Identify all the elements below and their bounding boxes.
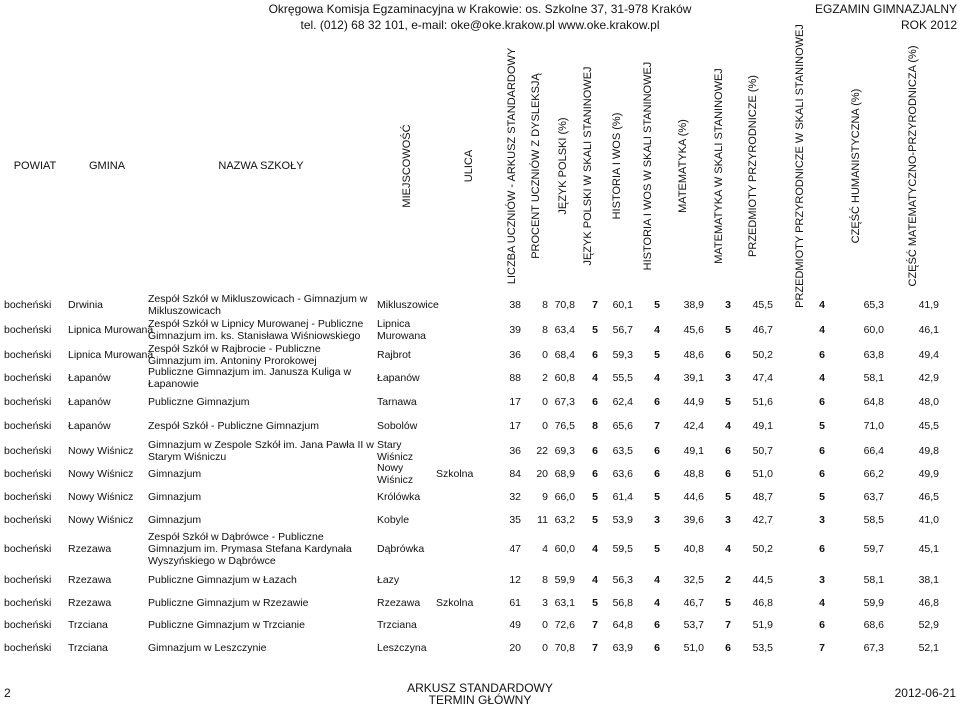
table-cell: 5 bbox=[725, 324, 731, 336]
page-number: 2 bbox=[4, 686, 11, 700]
table-row bbox=[0, 418, 960, 434]
table-cell: 41,0 bbox=[918, 514, 939, 526]
table-cell: 9 bbox=[542, 491, 548, 503]
table-cell: 8 bbox=[542, 574, 548, 586]
table-cell: Gimnazjum w Leszczynie bbox=[148, 642, 267, 654]
table-cell: 44,6 bbox=[683, 491, 704, 503]
table-cell: Nowy Wiśnicz bbox=[68, 468, 134, 480]
table-cell: 20 bbox=[536, 468, 548, 480]
table-cell: 88 bbox=[509, 372, 521, 384]
table-cell: 42,9 bbox=[918, 372, 939, 384]
table-row bbox=[0, 512, 960, 528]
table-cell: 48,8 bbox=[683, 468, 704, 480]
table-cell: 44,9 bbox=[683, 396, 704, 408]
table-cell: 46,7 bbox=[683, 597, 704, 609]
table-cell: 4 bbox=[592, 574, 598, 586]
table-cell: 45,6 bbox=[683, 324, 704, 336]
table-cell: 5 bbox=[725, 597, 731, 609]
table-cell: 6 bbox=[725, 468, 731, 480]
table-cell: 42,4 bbox=[683, 420, 704, 432]
table-cell: 6 bbox=[819, 349, 825, 361]
header-year: ROK 2012 bbox=[900, 18, 957, 32]
table-cell: 42,7 bbox=[752, 514, 773, 526]
table-cell: 71,0 bbox=[863, 420, 884, 432]
table-cell: 6 bbox=[592, 445, 598, 457]
table-cell: bocheński bbox=[4, 299, 52, 311]
table-cell: bocheński bbox=[4, 543, 52, 555]
table-cell: 51,0 bbox=[752, 468, 773, 480]
column-header-label: CZĘŚĆ MATEMATYCZNO-PRZYRODNICZA (%) bbox=[906, 45, 919, 287]
table-cell: bocheński bbox=[4, 372, 52, 384]
table-cell: 59,7 bbox=[863, 543, 884, 555]
table-cell: 60,1 bbox=[612, 299, 633, 311]
table-cell: bocheński bbox=[4, 420, 52, 432]
table-cell: 3 bbox=[542, 597, 548, 609]
table-cell: 3 bbox=[654, 514, 660, 526]
table-cell: 7 bbox=[654, 420, 660, 432]
table-cell: 0 bbox=[542, 642, 548, 654]
table-cell: Łazy bbox=[377, 574, 400, 586]
table-cell: 63,6 bbox=[612, 468, 633, 480]
table-cell: Zespół Szkół w Mikluszowicach - Gimnazjum w Mikluszowicach bbox=[148, 293, 368, 317]
table-cell: 6 bbox=[819, 396, 825, 408]
table-cell: 4 bbox=[592, 543, 598, 555]
table-cell: Lipnica Murowana bbox=[68, 324, 154, 336]
column-header-label: HISTORIA I WOS (%) bbox=[610, 112, 623, 220]
table-cell: 6 bbox=[592, 468, 598, 480]
table-cell: Rzezawa bbox=[377, 597, 421, 609]
table-cell: Łapanów bbox=[68, 396, 111, 408]
table-cell bbox=[436, 294, 501, 316]
table-row bbox=[0, 489, 960, 505]
table-cell: 45,5 bbox=[918, 420, 939, 432]
page-footer bbox=[0, 682, 960, 706]
table-cell: 3 bbox=[819, 514, 825, 526]
table-cell: 48,0 bbox=[918, 396, 939, 408]
table-row bbox=[0, 318, 960, 342]
table-cell: 17 bbox=[509, 420, 521, 432]
table-cell: 32 bbox=[509, 491, 521, 503]
table-cell bbox=[436, 617, 501, 633]
table-cell: 39,1 bbox=[683, 372, 704, 384]
table-row bbox=[0, 366, 960, 390]
table-cell: 61 bbox=[509, 597, 521, 609]
table-cell: bocheński bbox=[4, 468, 52, 480]
column-header-label: MATEMATYKA (%) bbox=[677, 119, 689, 213]
table-cell: 39,6 bbox=[683, 514, 704, 526]
table-cell: 7 bbox=[592, 642, 598, 654]
table-cell: 60,8 bbox=[554, 372, 575, 384]
table-cell: 63,8 bbox=[863, 349, 884, 361]
table-cell: 62,4 bbox=[612, 396, 633, 408]
table-cell: 49 bbox=[509, 619, 521, 631]
table-cell: bocheński bbox=[4, 396, 52, 408]
table-cell: Trzciana bbox=[68, 642, 108, 654]
column-header-label: NAZWA SZKOŁY bbox=[218, 160, 304, 172]
table-cell: 0 bbox=[542, 396, 548, 408]
table-cell: 5 bbox=[592, 514, 598, 526]
table-cell: 5 bbox=[654, 543, 660, 555]
table-cell: 61,4 bbox=[612, 491, 633, 503]
table-cell: 44,5 bbox=[752, 574, 773, 586]
table-cell: 56,7 bbox=[612, 324, 633, 336]
table-cell: 4 bbox=[542, 543, 548, 555]
table-cell: 6 bbox=[654, 468, 660, 480]
table-cell: 58,5 bbox=[863, 514, 884, 526]
table-cell: Stary Wiśnicz bbox=[377, 439, 414, 463]
table-cell: 6 bbox=[592, 396, 598, 408]
table-cell: 67,3 bbox=[554, 396, 575, 408]
table-cell bbox=[436, 370, 501, 386]
column-header-label: PRZEDMIOTY PRZYRODNICZE (%) bbox=[747, 75, 759, 257]
table-cell: 4 bbox=[592, 372, 598, 384]
table-cell: 45,5 bbox=[752, 299, 773, 311]
table-cell: 7 bbox=[592, 619, 598, 631]
table-cell: 2 bbox=[542, 372, 548, 384]
table-cell: 6 bbox=[819, 468, 825, 480]
table-cell: 59,5 bbox=[612, 543, 633, 555]
table-cell: 8 bbox=[542, 324, 548, 336]
table-cell: 56,3 bbox=[612, 574, 633, 586]
table-cell: 49,8 bbox=[918, 445, 939, 457]
table-row bbox=[0, 344, 960, 366]
table-cell: Gimnazjum bbox=[148, 514, 202, 526]
table-cell: 4 bbox=[725, 543, 731, 555]
table-cell bbox=[436, 344, 501, 366]
table-cell: 6 bbox=[654, 445, 660, 457]
table-cell: 49,4 bbox=[918, 349, 939, 361]
table-cell: 46,1 bbox=[918, 324, 939, 336]
table-cell bbox=[436, 640, 501, 656]
column-header-label: ULICA bbox=[462, 149, 475, 183]
table-cell: 8 bbox=[592, 420, 598, 432]
table-cell: Łapanów bbox=[68, 372, 111, 384]
table-cell: Szkolna bbox=[436, 468, 474, 480]
table-cell: Królówka bbox=[377, 491, 421, 503]
table-cell bbox=[436, 318, 501, 342]
table-cell: 12 bbox=[509, 574, 521, 586]
table-cell: 66,4 bbox=[863, 445, 884, 457]
table-cell: 11 bbox=[537, 514, 548, 526]
table-cell: 36 bbox=[509, 349, 521, 361]
table-cell: 67,3 bbox=[863, 642, 884, 654]
table-cell: Nowy Wiśnicz bbox=[377, 462, 414, 486]
table-cell: 7 bbox=[819, 642, 825, 654]
table-cell: 60,0 bbox=[863, 324, 884, 336]
table-cell: Zespół Szkół w Lipnicy Murowanej - Publiczne Gimnazjum im. ks. Stanisława Wiśniowskiego bbox=[148, 318, 364, 342]
table-cell: bocheński bbox=[4, 642, 52, 654]
table-cell: 50,2 bbox=[752, 543, 773, 555]
table-cell: bocheński bbox=[4, 574, 52, 586]
table-cell: 84 bbox=[509, 468, 521, 480]
table-cell: 0 bbox=[542, 420, 548, 432]
table-cell: 47 bbox=[509, 543, 521, 555]
table-cell: Publiczne Gimnazjum w Trzcianie bbox=[148, 619, 305, 631]
table-cell: Rzezawa bbox=[68, 597, 112, 609]
table-cell: 66,2 bbox=[863, 468, 884, 480]
table-cell: Łapanów bbox=[68, 420, 111, 432]
table-cell: Rzezawa bbox=[68, 574, 112, 586]
table-cell: 49,1 bbox=[683, 445, 704, 457]
table-cell: 50,2 bbox=[752, 349, 773, 361]
table-cell: 32,5 bbox=[683, 574, 704, 586]
header-contact: tel. (012) 68 32 101, e-mail: oke@oke.krakow.pl www.oke.krakow.pl bbox=[300, 18, 660, 32]
table-cell: 38 bbox=[509, 299, 521, 311]
table-cell: 5 bbox=[725, 491, 731, 503]
table-cell: 70,8 bbox=[554, 642, 575, 654]
table-cell: 4 bbox=[654, 324, 660, 336]
table-cell: 49,9 bbox=[918, 468, 939, 480]
column-header-label: GMINA bbox=[88, 160, 126, 172]
table-cell: 45,1 bbox=[918, 543, 939, 555]
table-cell: Łapanów bbox=[377, 372, 420, 384]
table-cell: 3 bbox=[725, 299, 731, 311]
table-cell: 6 bbox=[654, 619, 660, 631]
table-cell: 60,0 bbox=[554, 543, 575, 555]
table-cell: 65,6 bbox=[612, 420, 633, 432]
table-cell: 4 bbox=[654, 574, 660, 586]
table-cell: 53,5 bbox=[752, 642, 773, 654]
table-cell: Zespół Szkół w Dąbrówce - Publiczne Gimnazjum im. Prymasa Stefana Kardynała Wyszyńskiego w Dąbrówce bbox=[148, 531, 352, 567]
table-cell: bocheński bbox=[4, 324, 52, 336]
header-exam-name: EGZAMIN GIMNAZJALNY bbox=[814, 2, 957, 16]
table-cell: 5 bbox=[592, 324, 598, 336]
table-cell: 53,9 bbox=[612, 514, 633, 526]
table-cell: 63,9 bbox=[612, 642, 633, 654]
table-cell: 63,7 bbox=[863, 491, 884, 503]
table-cell bbox=[436, 534, 501, 564]
table-cell: 3 bbox=[819, 574, 825, 586]
table-cell: Publiczne Gimnazjum im. Janusza Kuliga w Łapanowie bbox=[148, 366, 352, 390]
table-cell: 51,0 bbox=[683, 642, 704, 654]
table-cell: bocheński bbox=[4, 445, 52, 457]
table-cell: 49,1 bbox=[752, 420, 773, 432]
table-row bbox=[0, 531, 960, 567]
table-cell: 2 bbox=[725, 574, 731, 586]
table-cell: 48,7 bbox=[752, 491, 773, 503]
table-cell: 6 bbox=[654, 642, 660, 654]
table-cell: 8 bbox=[542, 299, 548, 311]
table-cell: Publiczne Gimnazjum w Rzezawie bbox=[148, 597, 309, 609]
table-cell: 58,1 bbox=[863, 372, 884, 384]
column-header-label: PROCENT UCZNIÓW Z DYSLEKSJĄ bbox=[529, 73, 542, 259]
column-header-label: MATEMATYKA W SKALI STANINOWEJ bbox=[712, 68, 725, 264]
header-institution: Okręgowa Komisja Egzaminacyjna w Krakowie: os. Szkolne 37, 31-978 Kraków bbox=[268, 2, 692, 16]
table-cell: 58,1 bbox=[863, 574, 884, 586]
table-cell: 68,9 bbox=[554, 468, 575, 480]
table-cell: 17 bbox=[509, 396, 521, 408]
table-cell: Rajbrot bbox=[377, 349, 411, 361]
table-cell: Trzciana bbox=[377, 619, 417, 631]
table-cell: 66,0 bbox=[554, 491, 575, 503]
column-header-label: PRZEDMIOTY PRZYRODNICZE W SKALI STANINOWEJ bbox=[794, 24, 806, 308]
table-row bbox=[0, 294, 960, 316]
table-cell: Nowy Wiśnicz bbox=[68, 514, 134, 526]
table-cell: 6 bbox=[725, 642, 731, 654]
table-cell: 4 bbox=[819, 324, 825, 336]
table-cell: 6 bbox=[819, 543, 825, 555]
table-cell: 53,7 bbox=[683, 619, 704, 631]
table-cell: 64,8 bbox=[612, 619, 633, 631]
table-cell: Gimnazjum bbox=[148, 491, 202, 503]
table-cell: Lipnica Murowana bbox=[377, 318, 427, 342]
table-cell: Trzciana bbox=[68, 619, 108, 631]
table-row bbox=[0, 439, 960, 463]
table-cell: Szkolna bbox=[436, 597, 474, 609]
column-header-label: LICZBA UCZNIÓW - ARKUSZ STANDARDOWY bbox=[505, 47, 518, 285]
table-cell: 5 bbox=[592, 491, 598, 503]
table-cell: 35 bbox=[509, 514, 521, 526]
column-header-label: POWIAT bbox=[13, 160, 57, 172]
table-cell: 59,9 bbox=[554, 574, 575, 586]
table-cell: Leszczyna bbox=[377, 642, 427, 654]
table-cell: 3 bbox=[725, 372, 731, 384]
footer-sheet-type: ARKUSZ STANDARDOWY bbox=[407, 681, 553, 695]
table-cell: Nowy Wiśnicz bbox=[68, 491, 134, 503]
table-cell: Gimnazjum w Zespole Szkół im. Jana Pawła II w Starym Wiśniczu bbox=[148, 439, 374, 463]
table-cell: 4 bbox=[654, 372, 660, 384]
table-cell: 38,1 bbox=[918, 574, 939, 586]
table-cell: Publiczne Gimnazjum w Łazach bbox=[148, 574, 297, 586]
table-cell: Publiczne Gimnazjum bbox=[148, 396, 250, 408]
table-cell: 46,8 bbox=[752, 597, 773, 609]
table-cell bbox=[436, 489, 501, 505]
column-header-label: MIEJSCOWOŚĆ bbox=[401, 124, 413, 208]
table-cell: 22 bbox=[536, 445, 548, 457]
table-cell: 46,7 bbox=[752, 324, 773, 336]
column-header-label: CZĘŚĆ HUMANISTYCZNA (%) bbox=[849, 88, 862, 244]
table-row bbox=[0, 572, 960, 588]
table-cell: 56,8 bbox=[612, 597, 633, 609]
table-cell bbox=[436, 394, 501, 410]
table-cell: 3 bbox=[725, 514, 731, 526]
table-cell: 64,8 bbox=[863, 396, 884, 408]
table-cell: 4 bbox=[819, 597, 825, 609]
table-cell: Dąbrówka bbox=[377, 543, 425, 555]
table-cell: 65,3 bbox=[863, 299, 884, 311]
table-cell: 6 bbox=[654, 396, 660, 408]
footer-center bbox=[0, 682, 960, 706]
table-cell: 55,5 bbox=[612, 372, 633, 384]
table-row bbox=[0, 595, 960, 611]
footer-date: 2012-06-21 bbox=[894, 686, 956, 700]
table-cell: Nowy Wiśnicz bbox=[68, 445, 134, 457]
table-cell: 68,4 bbox=[554, 349, 575, 361]
table-cell: 4 bbox=[819, 372, 825, 384]
table-cell: 5 bbox=[725, 396, 731, 408]
table-cell: 63,5 bbox=[612, 445, 633, 457]
table-cell: Mikluszowice bbox=[377, 299, 439, 311]
table-cell: bocheński bbox=[4, 619, 52, 631]
table-cell: Zespół Szkół w Rajbrocie - Publiczne Gimnazjum im. Antoniny Prorokowej bbox=[148, 343, 321, 367]
table-row bbox=[0, 617, 960, 633]
table-cell: 70,8 bbox=[554, 299, 575, 311]
table-cell: 76,5 bbox=[554, 420, 575, 432]
table-cell: Lipnica Murowana bbox=[68, 349, 154, 361]
table-cell: Tarnawa bbox=[377, 396, 417, 408]
table-cell: Zespół Szkół - Publiczne Gimnazjum bbox=[148, 420, 319, 432]
table-cell: 41,9 bbox=[918, 299, 939, 311]
table-cell: 38,9 bbox=[683, 299, 704, 311]
table-row bbox=[0, 394, 960, 410]
table-cell: 48,6 bbox=[683, 349, 704, 361]
table-cell: 0 bbox=[542, 619, 548, 631]
table-cell: 5 bbox=[654, 299, 660, 311]
table-cell: Drwinia bbox=[68, 299, 104, 311]
table-cell: 63,1 bbox=[554, 597, 575, 609]
table-cell: 39 bbox=[509, 324, 521, 336]
table-cell: 6 bbox=[819, 619, 825, 631]
table-cell: bocheński bbox=[4, 491, 52, 503]
table-cell: 36 bbox=[509, 445, 521, 457]
table-cell: 40,8 bbox=[683, 543, 704, 555]
table-cell: 20 bbox=[509, 642, 521, 654]
table-cell: 68,6 bbox=[863, 619, 884, 631]
table-cell: 69,3 bbox=[554, 445, 575, 457]
table-cell: 0 bbox=[542, 349, 548, 361]
table-cell: Gimnazjum bbox=[148, 468, 202, 480]
table-cell: 52,9 bbox=[918, 619, 939, 631]
table-cell: 47,4 bbox=[752, 372, 773, 384]
table-cell: Rzezawa bbox=[68, 543, 112, 555]
column-header-label: JĘZYK POLSKI W SKALI STANINOWEJ bbox=[581, 66, 594, 266]
table-cell: 7 bbox=[592, 299, 598, 311]
table-row bbox=[0, 640, 960, 656]
table-cell: 4 bbox=[819, 299, 825, 311]
table-cell: 5 bbox=[654, 349, 660, 361]
table-cell: 50,7 bbox=[752, 445, 773, 457]
table-cell: Kobyle bbox=[377, 514, 410, 526]
table-cell: 5 bbox=[819, 420, 825, 432]
table-cell: 6 bbox=[725, 349, 731, 361]
table-cell: 63,2 bbox=[554, 514, 575, 526]
table-cell: Sobolów bbox=[377, 420, 418, 432]
table-cell bbox=[436, 512, 501, 528]
table-cell: 5 bbox=[654, 491, 660, 503]
table-cell: 7 bbox=[725, 619, 731, 631]
footer-term: TERMIN GŁÓWNY bbox=[428, 693, 532, 707]
table-cell: 63,4 bbox=[554, 324, 575, 336]
table-cell: 5 bbox=[592, 597, 598, 609]
table-cell bbox=[436, 418, 501, 434]
table-cell: 4 bbox=[725, 420, 731, 432]
table-cell: 72,6 bbox=[554, 619, 575, 631]
table-cell: 46,8 bbox=[918, 597, 939, 609]
table-cell: 6 bbox=[592, 349, 598, 361]
table-cell: 59,3 bbox=[612, 349, 633, 361]
column-header-label: HISTORIA I WOS W SKALI STANINOWEJ bbox=[641, 61, 654, 271]
table-cell: 46,5 bbox=[918, 491, 939, 503]
table-cell bbox=[436, 439, 501, 463]
column-header-label: JĘZYK POLSKI (%) bbox=[556, 117, 569, 215]
table-cell: 4 bbox=[654, 597, 660, 609]
table-cell: bocheński bbox=[4, 597, 52, 609]
table-row bbox=[0, 462, 960, 486]
table-cell: 52,1 bbox=[918, 642, 939, 654]
table-cell: 5 bbox=[819, 491, 825, 503]
table-cell: bocheński bbox=[4, 349, 52, 361]
table-cell: 59,9 bbox=[863, 597, 884, 609]
table-cell: 51,9 bbox=[752, 619, 773, 631]
table-cell: 6 bbox=[819, 445, 825, 457]
table-cell bbox=[436, 572, 501, 588]
table-cell: bocheński bbox=[4, 514, 52, 526]
table-cell: 6 bbox=[725, 445, 731, 457]
table-cell: 51,6 bbox=[752, 396, 773, 408]
